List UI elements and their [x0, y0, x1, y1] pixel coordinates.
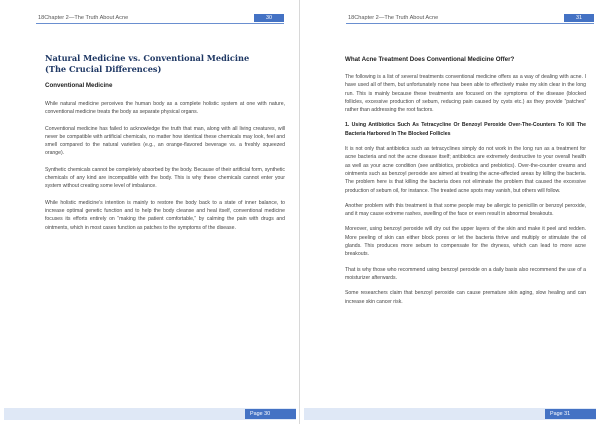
footer-page-label: Page 31	[550, 411, 571, 417]
running-header-title: 18Chapter 2—The Truth About Acne	[348, 15, 439, 21]
page-title-subtitle: (The Crucial Differences)	[45, 63, 162, 74]
section-heading: What Acne Treatment Does Conventional Medicine Offer?	[345, 56, 515, 63]
header-page-number: 30	[266, 14, 272, 21]
page-title: Natural Medicine vs. Conventional Medicine	[45, 53, 250, 63]
paragraph: Conventional medicine has failed to acknowledge the truth that man, along with all living creatures, will never be compatible with artificial chemicals, no matter how identical these chemicals may look, feel and smell compared to the natural varieties (e.g., an orange-flavored beverage vs. a freshly squeezed orange).	[45, 125, 285, 157]
section-heading: Conventional Medicine	[45, 82, 113, 89]
paragraph: Another problem with this treatment is that some people may be allergic to penicillin or benzoyl peroxide, and it may cause extreme rashes, swelling of the face or even result in abnormal breakouts.	[345, 202, 586, 218]
footer-page-label: Page 30	[250, 411, 271, 417]
paragraph: It is not only that antibiotics such as tetracyclines simply do not work in the long run as a treatment for acne bacteria and not the acne disease itself; antibiotics are extremely destructive to your overall health as well as your acne condition (see antibiotics, probiotics and prebiotics). Over-the-counter creams and ointments such as benzoyl peroxide are aimed at treating the acne-affected areas by killing the bacteria. The problem here is that killing the bacteria does not eliminate the problem that caused the excessive production of sebum oil, for instance. The treated acne spots may vanish, but others will follow.	[345, 146, 586, 194]
paragraph: While holistic medicine’s intention is mainly to restore the body back to a state of inner balance, to increase optimal genetic function and to help the body cleanse and heal itself, conventional medicine focuses its efforts entirely on “making the patient comfortable,” by calming the pain with drugs and ointments, which in most cases function as patches to the symptoms of the disease.	[45, 199, 285, 231]
paragraph: Some researchers claim that benzoyl peroxide can cause premature skin aging, slow healing and can increase skin cancer risk.	[345, 290, 586, 305]
header-rule	[36, 23, 284, 24]
paragraph: Moreover, using benzoyl peroxide will dry out the upper layers of the skin and make it peel and redden. More peeling of skin can either block pores or let the bacteria thrive and multiply or stimulate the oil glands. This produces more sebum to compensate for the dryness, which can lead to more acne breakouts.	[345, 226, 586, 258]
right-page-content	[345, 56, 586, 306]
paragraph: The following is a list of several treatments conventional medicine offers as a way of dealing with acne. I have used all of them, but unfortunately none has been able to effectively make my skin clear in the long run. This is mainly because these treatments are focused on the symptoms of the disease (blocked follicles, excessive production of sebum, reducing pain caused by cysts etc.) as they provide “patches” rather than addressing the root factors.	[345, 74, 586, 114]
header-page-number: 31	[576, 14, 582, 21]
running-header-title: 18Chapter 2—The Truth About Acne	[38, 15, 129, 21]
right-page	[300, 0, 600, 424]
paragraph: Synthetic chemicals cannot be completely absorbed by the body. Because of their artificial form, synthetic chemicals of any kind are incompatible with the body. This is why these chemicals cannot enter your system without creating some level of imbalance.	[45, 166, 285, 190]
left-page-content	[45, 53, 285, 232]
paragraph: That is why those who recommend using benzoyl peroxide on a daily basis also recommend the use of a moisturizer afterwards.	[345, 266, 586, 281]
header-rule	[346, 23, 594, 24]
list-item-heading: 1. Using Antibiotics Such As Tetracycline Or Benzoyl Peroxide Over-The-Counters To Kill The Bacteria Harbored In The Blocked Follicles	[345, 122, 586, 137]
paragraph: While natural medicine perceives the human body as a complete holistic system at one with nature, conventional medicine treats the body as separate physical organs.	[45, 101, 285, 116]
